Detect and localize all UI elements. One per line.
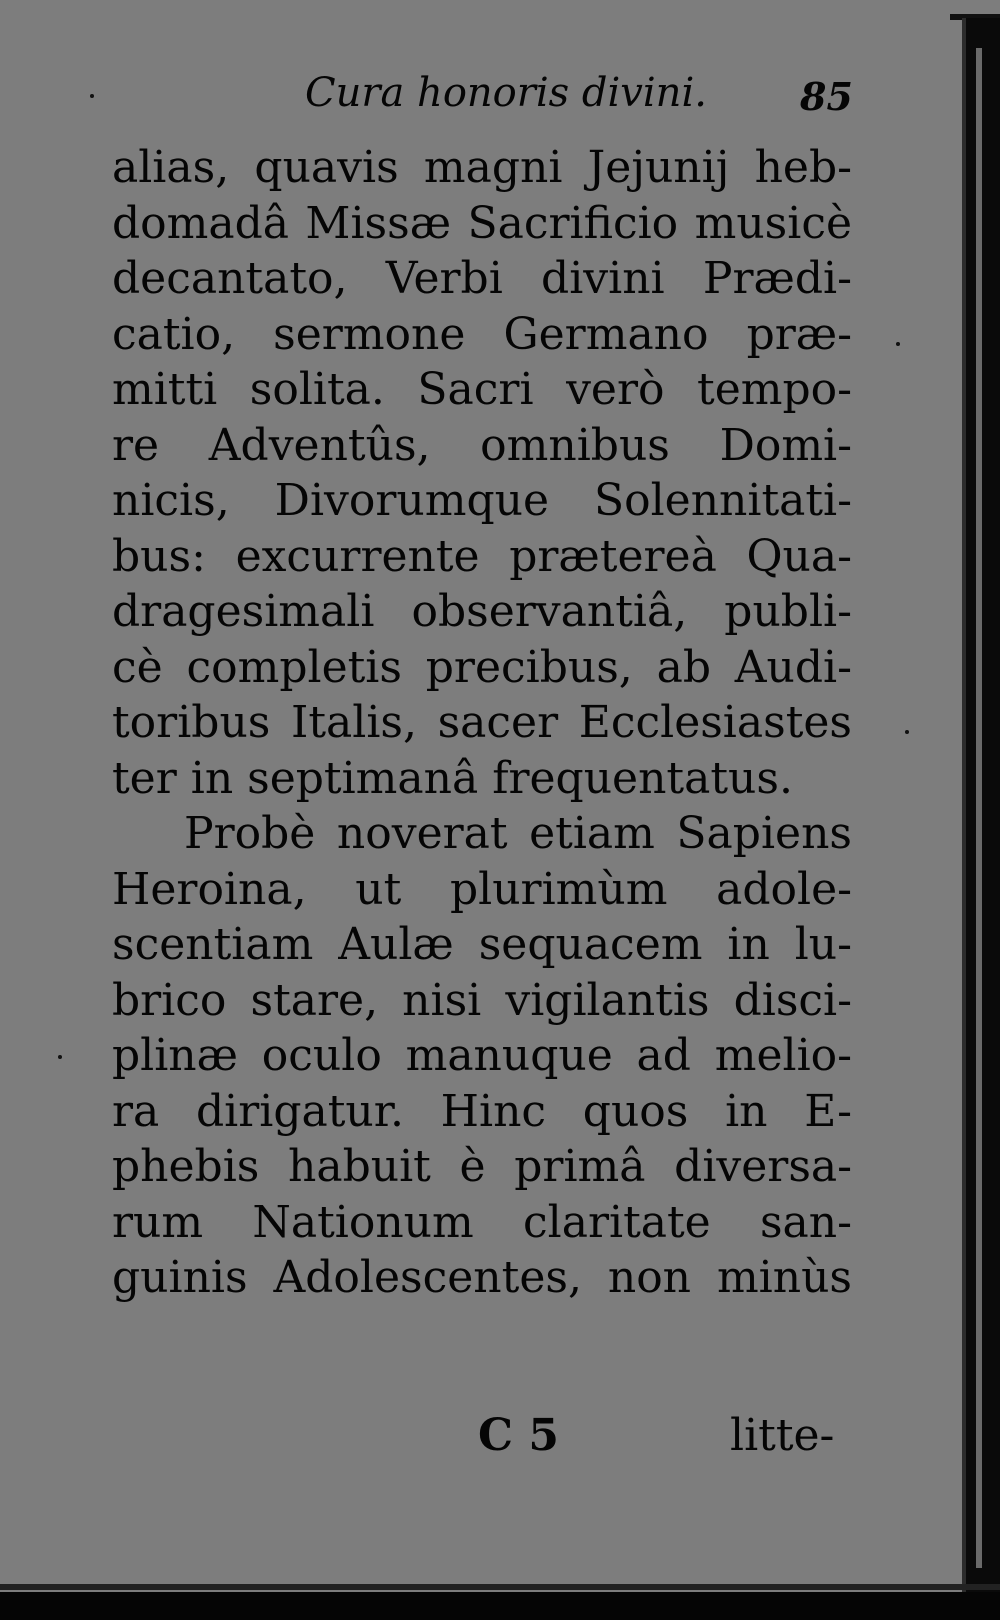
- text-line: guinis Adolescentes, non minùs: [112, 1252, 852, 1303]
- text-line: ra dirigatur. Hinc quos in E-: [112, 1085, 852, 1137]
- paragraph-start-line: Probè noverat etiam Sapiens: [184, 808, 852, 859]
- text-line: re Adventûs, omnibus Domi-: [112, 419, 852, 471]
- text-line: brico stare, nisi vigilantis disci-: [112, 974, 852, 1026]
- text-line: nicis, Divorumque Solennitati-: [112, 475, 852, 526]
- text-line: plinæ oculo manuque ad melio-: [112, 1030, 852, 1081]
- text-line: bus: excurrente prætereà Qua-: [112, 530, 852, 582]
- text-line: decantato, Verbi divini Prædi-: [112, 253, 852, 304]
- text-line: toribus Italis, sacer Ecclesiastes: [112, 697, 852, 748]
- signature-mark: C 5: [478, 1410, 559, 1461]
- print-speck: [896, 342, 900, 346]
- text-line: alias, quavis magni Jejunij heb-: [112, 142, 852, 193]
- page-number: 85: [800, 74, 853, 119]
- binding-edge: [962, 18, 1000, 1618]
- text-line: phebis habuit è primâ diversa-: [112, 1141, 852, 1192]
- text-line: catio, sermone Germano præ-: [112, 308, 852, 360]
- text-line: domadâ Missæ Sacrificio musicè: [112, 197, 852, 249]
- text-line: dragesimali observantiâ, publi-: [112, 586, 852, 637]
- text-line: cè completis precibus, ab Audi-: [112, 641, 852, 693]
- page-header: [0, 70, 1000, 130]
- catchword: litte-: [730, 1410, 835, 1461]
- text-line: rum Nationum claritate san-: [112, 1196, 852, 1248]
- text-block: [112, 140, 852, 1306]
- bottom-edge-rule: [0, 1592, 1000, 1620]
- print-speck: [90, 94, 94, 98]
- text-line: ter in septimanâ frequentatus.: [112, 752, 793, 804]
- print-speck: [905, 730, 909, 734]
- text-line: Heroina, ut plurimùm adole-: [112, 863, 852, 915]
- running-title: Cura honoris divini.: [305, 70, 707, 116]
- text-line: mitti solita. Sacri verò tempo-: [112, 364, 852, 415]
- text-line: scentiam Aulæ sequacem in lu-: [112, 919, 852, 970]
- page-footer: [0, 1410, 1000, 1470]
- print-speck: [58, 1055, 62, 1059]
